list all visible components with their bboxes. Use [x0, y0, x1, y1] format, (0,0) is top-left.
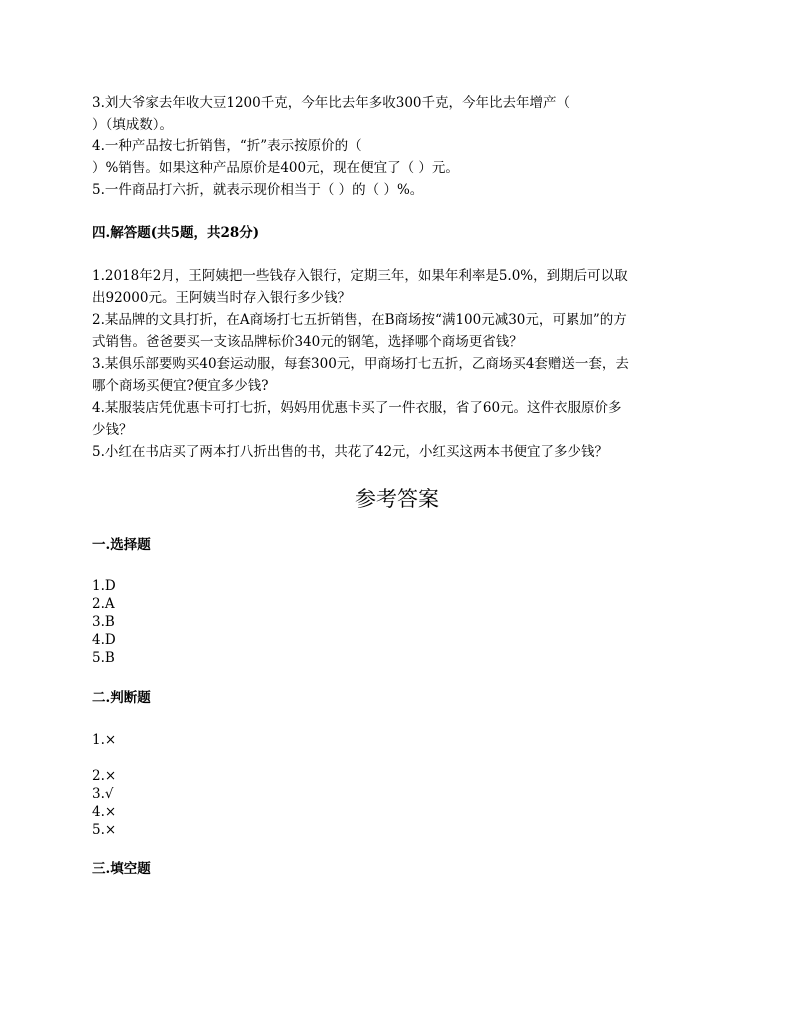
answers-section1-heading: 一.选择题 [92, 537, 151, 553]
fill-q4-line2: ）%销售。如果这种产品原价是400元，现在便宜了（ ）元。 [92, 160, 459, 176]
answer-item: 2.× [92, 768, 117, 784]
problem-line: 哪个商场买便宜?便宜多少钱? [92, 378, 269, 394]
fill-q4-line1: 4.一种产品按七折销售，“折”表示按原价的（ [92, 138, 362, 154]
answers-section2-heading: 二.判断题 [92, 690, 151, 706]
section4-heading: 四.解答题(共5题，共28分) [92, 225, 260, 241]
answer-item: 4.× [92, 804, 117, 820]
fill-q5: 5.一件商品打六折，就表示现价相当于（ ）的（ ）%。 [92, 182, 424, 198]
fill-q3-line2: ）（填成数）。 [92, 117, 173, 133]
answer-item: 3.B [92, 614, 115, 630]
answer-item: 1.D [92, 578, 116, 594]
answer-item: 4.D [92, 632, 116, 648]
problem-line: 5.小红在书店买了两本打八折出售的书，共花了42元，小红买这两本书便宜了多少钱？ [92, 444, 609, 460]
problem-line: 4.某服装店凭优惠卡可打七折，妈妈用优惠卡买了一件衣服，省了60元。这件衣服原价多 [92, 400, 622, 416]
answer-item: 5.B [92, 650, 115, 666]
answers-section3-heading: 三.填空题 [92, 861, 151, 877]
answer-item: 2.A [92, 596, 115, 612]
problem-line: 式销售。爸爸要买一支该品牌标价340元的钢笔，选择哪个商场更省钱？ [92, 334, 523, 350]
answer-item: 1.× [92, 732, 117, 748]
fill-q3-line1: 3.刘大爷家去年收大豆1200千克，今年比去年多收300千克，今年比去年增产（ [92, 95, 571, 111]
answer-item: 3.√ [92, 786, 114, 802]
problem-line: 2.某品牌的文具打折，在A商场打七五折销售，在B商场按“满100元减30元，可累加”的方 [92, 312, 627, 328]
problem-line: 3.某俱乐部要购买40套运动服，每套300元，甲商场打七五折，乙商场买4套赠送一套，去 [92, 356, 629, 372]
problem-line: 1.2018年2月，王阿姨把一些钱存入银行，定期三年，如果年利率是5.0%，到期后可以取 [92, 268, 628, 284]
answer-key-title: 参考答案 [355, 487, 439, 511]
problem-line: 出92000元。王阿姨当时存入银行多少钱？ [92, 290, 351, 306]
answer-item: 5.× [92, 822, 117, 838]
problem-line: 少钱？ [92, 422, 133, 438]
